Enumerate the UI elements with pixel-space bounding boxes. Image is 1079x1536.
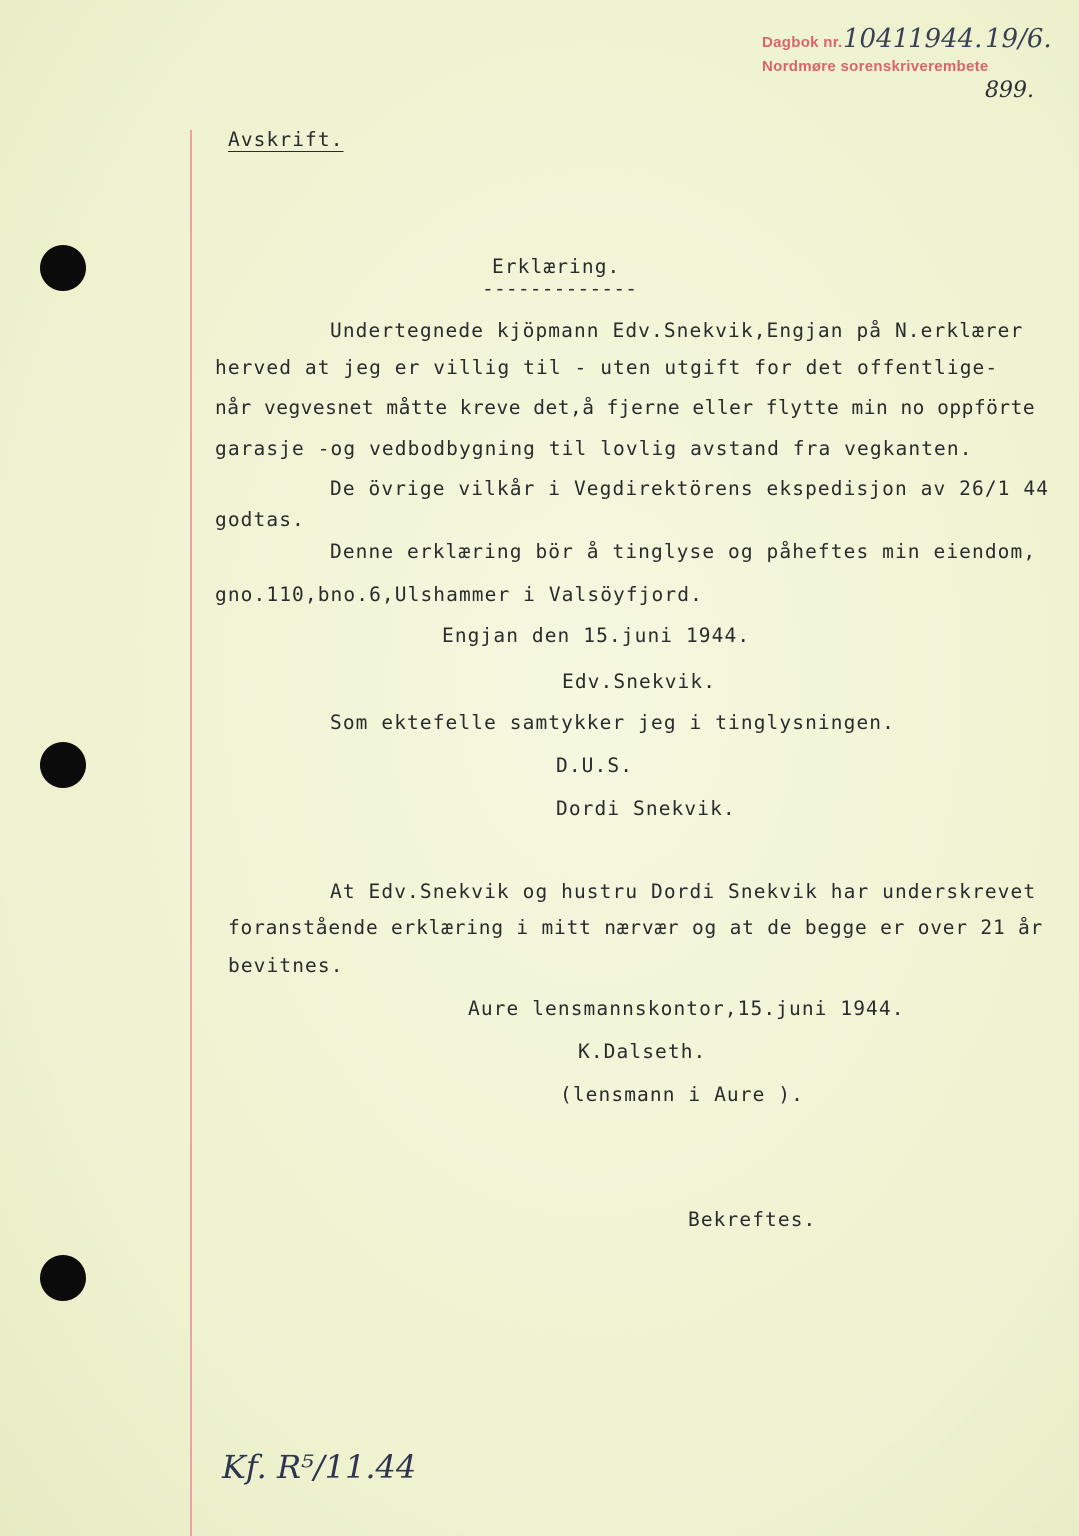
witness-line: At Edv.Snekvik og hustru Dordi Snekvik har underskrevet bbox=[330, 880, 1037, 903]
title-rule: ------------- bbox=[482, 277, 638, 300]
body-line: godtas. bbox=[215, 508, 305, 531]
registry-stamp-line1 bbox=[762, 34, 843, 51]
margin-line bbox=[190, 130, 192, 1536]
punch-hole bbox=[40, 245, 86, 291]
document-title: Erklæring. bbox=[492, 255, 621, 278]
stamp-date: 19/6. bbox=[985, 24, 1052, 54]
place-date: Engjan den 15.juni 1944. bbox=[442, 624, 751, 647]
office-date: Aure lensmannskontor,15.juni 1944. bbox=[468, 997, 905, 1020]
stamp-year: 1944. bbox=[908, 24, 983, 54]
body-line: når vegvesnet måtte kreve det,å fjerne eller flytte min no oppförte bbox=[215, 396, 1036, 419]
signer-wife: Dordi Snekvik. bbox=[556, 797, 736, 820]
margin-note: Kf. R⁵/11.44 bbox=[222, 1448, 417, 1486]
certification: Bekreftes. bbox=[688, 1208, 817, 1231]
witness-line: bevitnes. bbox=[228, 954, 344, 977]
punch-hole bbox=[40, 742, 86, 788]
body-line: garasje -og vedbodbygning til lovlig avstand fra vegkanten. bbox=[215, 437, 973, 460]
registry-stamp-line2: Nordmøre sorenskriverembete bbox=[762, 58, 989, 75]
witness-line: foranstående erklæring i mitt nærvær og at de begge er over 21 år bbox=[228, 916, 1044, 939]
body-line: gno.110,bno.6,Ulshammer i Valsöyfjord. bbox=[215, 583, 703, 606]
body-line: Denne erklæring bör å tinglyse og påheftes min eiendom, bbox=[330, 540, 1037, 563]
stamp-prefix: Dagbok nr. bbox=[762, 34, 843, 51]
body-line: Undertegnede kjöpmann Edv.Snekvik,Engjan på N.erklærer bbox=[330, 319, 1024, 342]
consent-line: Som ektefelle samtykker jeg i tinglysningen. bbox=[330, 711, 895, 734]
copy-heading: Avskrift. bbox=[228, 128, 344, 151]
body-line: De övrige vilkår i Vegdirektörens ekspedisjon av 26/1 44 bbox=[330, 477, 1050, 500]
stamp-number: 1041 bbox=[843, 24, 910, 54]
signer-husband: Edv.Snekvik. bbox=[562, 670, 717, 693]
officer-signature: K.Dalseth. bbox=[578, 1040, 707, 1063]
officer-title: (lensmann i Aure ). bbox=[560, 1083, 804, 1106]
folio-number: 899. bbox=[985, 78, 1034, 103]
dus-mark: D.U.S. bbox=[556, 754, 634, 777]
body-line: herved at jeg er villig til - uten utgift for det offentlige- bbox=[215, 356, 999, 379]
punch-hole bbox=[40, 1255, 86, 1301]
